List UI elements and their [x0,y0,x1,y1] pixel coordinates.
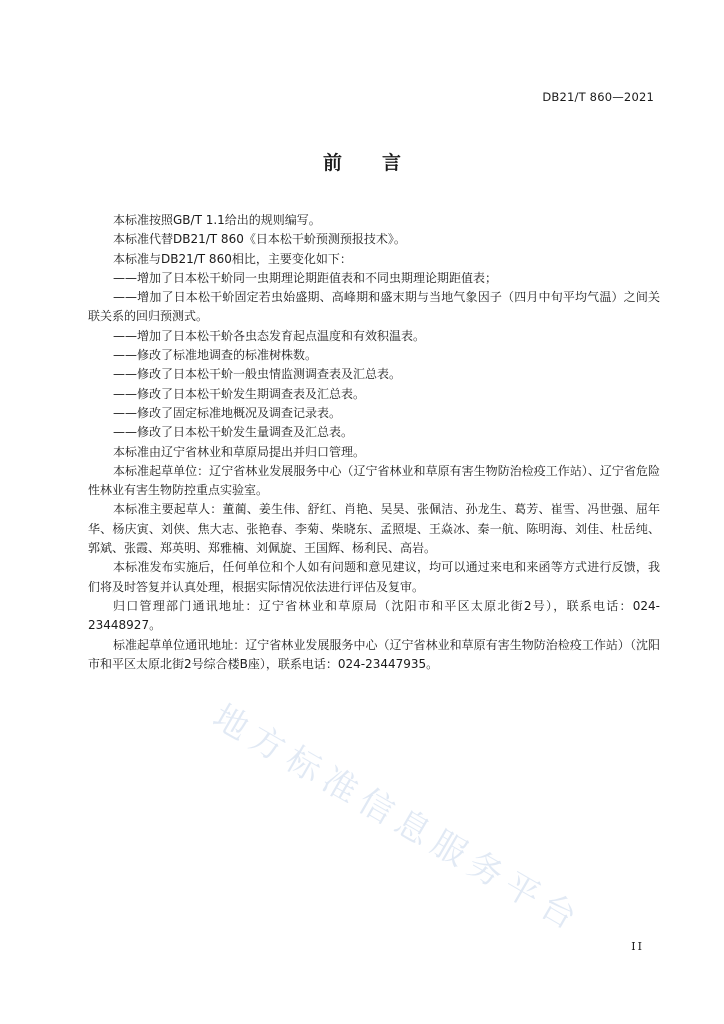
change-item-6: ——修改了日本松干蚧发生期调查表及汇总表。 [113,386,366,401]
page-title: 前言 [322,152,441,174]
change-item-4: ——修改了标准地调查的标准树株数。 [113,348,318,363]
watermark: 地方标准信息服务平台 [206,696,590,942]
change-item-8: ——修改了日本松干蚧发生量调查及汇总表。 [113,425,354,440]
change-item-3: ——增加了日本松干蚧各虫态发育起点温度和有效积温表。 [113,328,426,343]
authority-address-paragraph: 归口管理部门通讯地址：辽宁省林业和草原局（沈阳市和平区太原北街2号），联系电话：024-23448927。 [88,598,660,633]
change-item-1: ——增加了日本松干蚧同一虫期理论期距值表和不同虫期理论期距值表； [113,270,498,285]
foreword-body [88,211,660,674]
drafting-unit-address-paragraph: 标准起草单位通讯地址：辽宁省林业发展服务中心（辽宁省林业和草原有害生物防治检疫工作站）（沈阳市和平区太原北街2号综合楼B座），联系电话：024-23447935。 [88,637,660,671]
drafting-unit-paragraph: 本标准起草单位：辽宁省林业发展服务中心（辽宁省林业和草原有害生物防治检疫工作站）、辽宁省危险性林业有害生物防控重点实验室。 [88,463,660,498]
page-number: II [631,940,644,953]
feedback-paragraph: 本标准发布实施后，任何单位和个人如有问题和意见建议，均可以通过来电和来函等方式进行反馈，我们将及时答复并认真处理，根据实际情况依法进行评估及复审。 [88,560,660,594]
change-item-2: ——增加了日本松干蚧固定若虫始盛期、高峰期和盛末期与当地气象因子（四月中旬平均气温）之间关联关系的回归预测式。 [88,290,660,324]
paragraph-3: 本标准与DB21/T 860相比，主要变化如下： [113,251,352,266]
paragraph-2: 本标准代替DB21/T 860《日本松干蚧预测预报技术》。 [113,232,406,247]
change-item-7: ——修改了固定标准地概况及调查记录表。 [113,405,342,420]
standard-code: DB21/T 860—2021 [542,90,654,104]
change-item-5: ——修改了日本松干蚧一般虫情监测调查表及汇总表。 [113,367,402,382]
drafters-paragraph: 本标准主要起草人：董蔺、姜生伟、舒红、肖艳、吴昊、张佩洁、孙龙生、葛芳、崔雪、冯世强、屈年华、杨庆寅、刘侠、焦大志、张艳春、李菊、柴晓东、孟照堤、王焱冰、秦一航、陈明海、刘佳、杜岳纯、郭斌、张霞、郑英明、郑雅楠、刘佩旋、王国辉、杨利民、高岩。 [88,502,660,556]
proposer-paragraph: 本标准由辽宁省林业和草原局提出并归口管理。 [113,444,366,459]
paragraph-1: 本标准按照GB/T 1.1给出的规则编写。 [113,213,321,227]
